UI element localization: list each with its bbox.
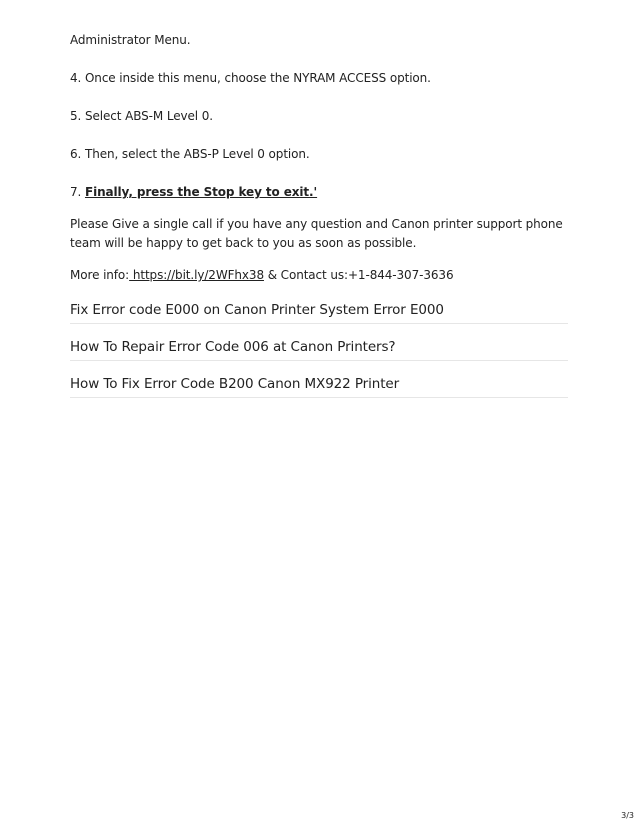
related-link-error-e000[interactable]: Fix Error code E000 on Canon Printer System Error E000: [70, 302, 444, 318]
page-number: 3/3: [621, 811, 634, 820]
more-info-paragraph: [70, 266, 454, 284]
step-7-prefix: 7.: [70, 185, 85, 199]
related-link-error-006[interactable]: How To Repair Error Code 006 at Canon Printers?: [70, 339, 396, 355]
step-7-link-text: Finally, press the Stop key to exit.': [84, 185, 318, 199]
related-item: [70, 324, 568, 361]
related-link-error-b200[interactable]: How To Fix Error Code B200 Canon MX922 Printer: [70, 376, 400, 392]
more-info-label: More info:: [70, 268, 130, 282]
related-item: [70, 287, 568, 324]
related-item: [70, 361, 568, 398]
step-4-text: 4. Once inside this menu, choose the NYRAM ACCESS option.: [70, 71, 431, 85]
step-7-paragraph: [70, 183, 317, 201]
step-6-text: 6. Then, select the ABS-P Level 0 option.: [70, 147, 310, 161]
intro-tail-text: Administrator Menu.: [70, 33, 191, 47]
more-info-link[interactable]: https://bit.ly/2WFhx38: [129, 268, 264, 282]
contact-text: & Contact us:+1-844-307-3636: [263, 268, 454, 282]
support-call-paragraph: Please Give a single call if you have any question and Canon printer support phone team will be happy to get back to you as soon as possible.: [70, 217, 563, 250]
step-5-text: 5. Select ABS-M Level 0.: [70, 109, 213, 123]
step-7-link[interactable]: [85, 185, 317, 199]
